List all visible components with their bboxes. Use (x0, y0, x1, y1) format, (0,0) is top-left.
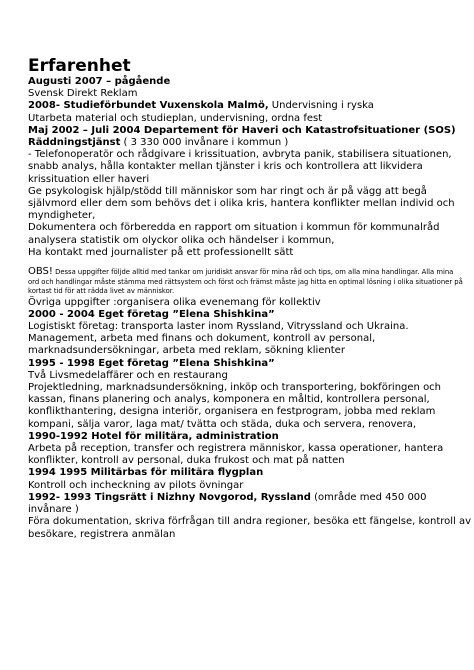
text-line (28, 309, 448, 321)
obs-note (28, 259, 463, 297)
text-line (28, 455, 448, 467)
text-line (28, 321, 448, 333)
text-line (28, 467, 448, 479)
body-text: ( 3 330 000 invånare i kommun ) (120, 137, 289, 149)
text-line (28, 100, 448, 112)
experience-section (28, 56, 472, 541)
body-text: Föra dokumentation, skriva förfrågan till andra regioner, besöka ett fängelse, kontroll av (28, 516, 472, 528)
bold-text: 1994 1995 Militärbas för militära flygplan (28, 467, 264, 479)
text-line (28, 345, 448, 357)
body-text: självmord eller dem som behövs det i olika kris, hantera konflikter mellan individ och (28, 198, 455, 210)
text-line (28, 492, 448, 504)
text-line (28, 149, 452, 161)
obs-text-line: kortast tid för att rädda livet av människor. (28, 287, 175, 296)
body-text: - Telefonoperatör och rådgivare i krissituation, avbryta panik, stabilisera situationen, (28, 149, 452, 161)
text-line (28, 222, 448, 234)
text-line (28, 370, 448, 382)
body-text: Logistiskt företag: transporta laster inom Ryssland, Vitryssland och Ukraina. (28, 321, 409, 333)
body-text: Kontroll och incheckning av pilots övningar (28, 479, 244, 491)
body-text: Undervisning i ryska (268, 100, 374, 112)
text-line (28, 529, 448, 541)
text-line (28, 76, 448, 88)
text-line (28, 124, 456, 137)
text-line (28, 210, 448, 222)
body-text: Utarbeta material och studieplan, undervisning, ordna fest (28, 112, 323, 124)
body-text: Projektledning, marknadsundersökning, inköp och transportering, bokföringen och (28, 382, 442, 394)
body-text: (område med 450 000 (310, 491, 427, 503)
body-text: marknadsundersökningar, arbeta med reklam, sökning klienter (28, 345, 345, 357)
text-line (28, 186, 448, 198)
body-text: Arbeta på reception, transfer och registrera människor, kassa operationer, hantera (28, 443, 444, 455)
body-text: snabb analys, hålla kontakter mellan tjänster i kris och kontrollera att likvidera (28, 161, 423, 173)
text-line (28, 297, 448, 309)
bold-text: Räddningstjänst (28, 137, 121, 149)
text-line (28, 419, 448, 431)
text-line (28, 113, 448, 125)
body-text: kassan, finans planering och analys, komponera en måltid, kontrollera personal, (28, 394, 430, 406)
body-text: krissituation eller haveri (28, 173, 150, 185)
body-text: analysera statistik om olyckor olika och händelser i kommun, (28, 234, 335, 246)
text-line (28, 247, 448, 259)
bold-text: Maj 2002 – Juli 2004 Departement för Haveri och Katastrofsituationer (SOS) (28, 124, 456, 136)
bold-text: 2000 - 2004 Eget företag ”Elena Shishkina” (28, 308, 275, 320)
body-text: besökare, registrera anmälan (28, 528, 176, 540)
body-text: Svensk Direkt Reklam (28, 88, 138, 100)
text-line (28, 198, 455, 210)
body-text: invånare ) (28, 504, 79, 516)
text-line (28, 161, 448, 173)
obs-text-line: ord och handlingar måste stämma med rättsystem och först och främst måste jag hitta en optimal lösning i olika situationer på (28, 278, 463, 287)
body-text: Dokumentera och förberedda en rapport om situation i kommun för kommunalråd (28, 222, 440, 234)
experience-lines-continued (28, 296, 472, 541)
bold-text: 1990-1992 Hotel för militära, administration (28, 430, 279, 442)
body-text: Övriga uppgifter :organisera olika evenemang för kollektiv (28, 296, 321, 308)
body-text: Ge psykologisk hjälp/stödd till människor som har ringt och är på vägg att begå (28, 185, 427, 197)
bold-text: 1995 - 1998 Eget företag ”Elena Shishkina” (28, 357, 275, 369)
text-line (28, 516, 472, 528)
text-line (28, 382, 448, 394)
obs-text-first: Dessa uppgifter följde alltid med tankar om juridiskt ansvar för mina råd och tips, om alla mina handlingar. Alla mina (52, 268, 454, 277)
text-line (28, 504, 448, 516)
body-text: kompani, sälja varor, laga mat/ tvätta och städa, duka och servera, renovera, (28, 418, 417, 430)
body-text: konflikter, kontroll av personal, duka frukost och mat på natten (28, 455, 345, 467)
text-line (28, 406, 448, 418)
experience-lines (28, 76, 456, 259)
text-line (28, 137, 448, 149)
body-text: Ha kontakt med journalister på ett professionellt sätt (28, 246, 294, 258)
text-line (28, 358, 448, 370)
text-line (28, 235, 448, 247)
bold-text: Augusti 2007 – pågående (28, 76, 171, 87)
body-text: Två Livsmedelaffärer och en restaurang (28, 369, 228, 381)
text-line (28, 431, 448, 443)
section-heading: Erfarenhet (28, 56, 131, 76)
bold-text: 2008- Studieförbundet Vuxenskola Malmö, (28, 100, 269, 112)
text-line (28, 394, 448, 406)
body-text: Management, arbeta med finans och dokument, kontroll av personal, (28, 333, 376, 345)
text-line (28, 88, 448, 100)
text-line (28, 174, 448, 186)
obs-label: OBS! (28, 266, 53, 278)
text-line (28, 333, 448, 345)
text-line (28, 443, 448, 455)
text-line (28, 480, 448, 492)
body-text: myndigheter, (28, 210, 96, 222)
body-text: konflikthantering, designa interiör, organisera en festprogram, jobba med reklam (28, 406, 436, 418)
bold-text: 1992- 1993 Tingsrätt i Nizhny Novgorod, Ryssland (28, 491, 311, 503)
